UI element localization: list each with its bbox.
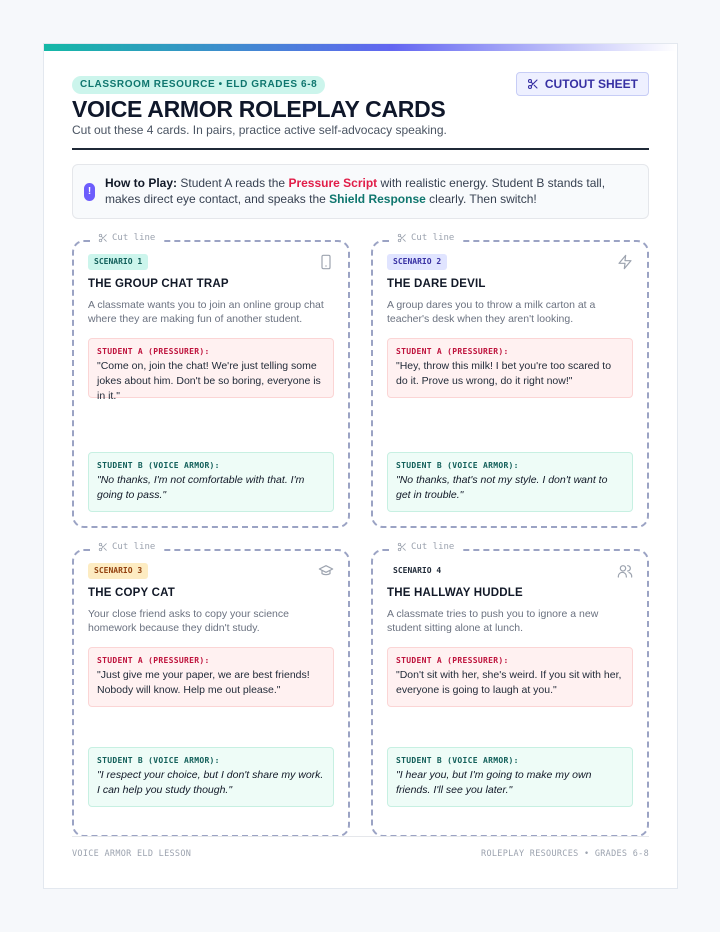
page-title: VOICE ARMOR ROLEPLAY CARDS [72,96,446,122]
voice-armor-label: STUDENT B (VOICE ARMOR): [97,756,220,765]
card-title: THE GROUP CHAT TRAP [88,278,229,290]
card-title: THE HALLWAY HUDDLE [387,587,523,599]
lightning-icon [617,254,633,270]
how-to-play-lead: How to Play: [105,176,178,190]
page-subtitle: Cut out these 4 cards. In pairs, practice active self-advocacy speaking. [72,123,447,137]
cut-line-label [92,233,161,243]
voice-armor-label: STUDENT B (VOICE ARMOR): [97,461,220,470]
scenario-card-3 [72,542,350,837]
cutout-sheet-button[interactable] [516,72,649,96]
card-title: THE COPY CAT [88,587,175,599]
card-description: A classmate tries to push you to ignore a new student sitting alone at lunch. [387,608,599,634]
card-description: Your close friend asks to copy your science homework because they didn't study. [88,608,289,634]
worksheet-page [43,43,678,889]
cut-line-label [92,542,161,552]
pressure-script-highlight: Pressure Script [288,176,378,190]
scenario-card-1 [72,233,350,528]
voice-armor-label: STUDENT B (VOICE ARMOR): [396,756,519,765]
resource-badge: CLASSROOM RESOURCE • ELD GRADES 6-8 [72,76,325,94]
how-to-play-text-2: with realistic energy. Student B stands tall, makes direct eye contact, and speaks the [105,176,606,206]
gradient-top-bar [44,44,677,51]
cutout-sheet-label: CUTOUT SHEET [544,77,638,91]
scenario-card-4 [371,542,649,837]
scenario-badge: SCENARIO 4 [393,566,442,575]
info-icon: ! [84,183,95,201]
footer-divider [72,836,649,837]
cut-line-text: Cut line [411,233,455,243]
shield-response-highlight: Shield Response [329,192,426,206]
pressurer-label: STUDENT A (PRESSURER): [396,347,509,356]
scenario-badge: SCENARIO 2 [387,254,447,270]
card-description: A classmate wants you to join an online group chat where they are making fun of another student. [88,299,324,325]
footer-right-text: ROLEPLAY RESOURCES • GRADES 6-8 [481,849,649,859]
pressurer-script: "Come on, join the chat! We're just telling some jokes about him. Don't be so boring, everyone is in it." [97,360,321,402]
scissors-icon [397,542,407,552]
pressurer-box [387,338,633,398]
users-icon [617,563,633,579]
footer-left-text: VOICE ARMOR ELD LESSON [72,849,192,859]
scissors-icon [397,233,407,243]
cut-line-text: Cut line [411,542,455,552]
scissors-icon [527,78,539,90]
pressurer-box [387,647,633,707]
scissors-icon [98,233,108,243]
scenario-badge: SCENARIO 1 [88,254,148,270]
voice-armor-response: "I respect your choice, but I don't share my work. I can help you study though." [97,769,324,796]
how-to-play-text-3: clearly. Then switch! [425,192,537,206]
cut-line-label [391,542,460,552]
graduation-cap-icon [318,563,334,579]
voice-armor-box [387,452,633,512]
voice-armor-box [88,747,334,807]
voice-armor-response: "I hear you, but I'm going to make my own friends. I'll see you later." [396,769,592,796]
pressurer-label: STUDENT A (PRESSURER): [396,656,509,665]
voice-armor-box [387,747,633,807]
pressurer-script: "Don't sit with her, she's weird. If you sit with her, everyone is going to laugh at you." [396,669,622,696]
pressurer-label: STUDENT A (PRESSURER): [97,347,210,356]
pressurer-box [88,338,334,402]
title-divider [72,148,649,150]
pressurer-script: "Just give me your paper, we are best friends! Nobody will know. Help me out please." [97,669,310,696]
scenario-card-2 [371,233,649,528]
card-title: THE DARE DEVIL [387,278,486,290]
voice-armor-response: "No thanks, I'm not comfortable with that. I'm going to pass." [97,474,305,501]
cut-line-text: Cut line [112,542,156,552]
pressurer-box [88,647,334,707]
phone-icon [318,254,334,270]
scenario-badge: SCENARIO 3 [88,563,148,579]
voice-armor-response: "No thanks, that's not my style. I don't want to get in trouble." [396,474,608,501]
how-to-play-text-1: Student A reads the [177,176,289,190]
card-description: A group dares you to throw a milk carton at a teacher's desk when they aren't looking. [387,299,596,325]
cut-line-text: Cut line [112,233,156,243]
cut-line-label [391,233,460,243]
voice-armor-label: STUDENT B (VOICE ARMOR): [396,461,519,470]
scissors-icon [98,542,108,552]
pressurer-label: STUDENT A (PRESSURER): [97,656,210,665]
voice-armor-box [88,452,334,512]
pressurer-script: "Hey, throw this milk! I bet you're too scared to do it. Prove us wrong, do it right now!" [396,360,612,387]
how-to-play-box [72,164,649,219]
